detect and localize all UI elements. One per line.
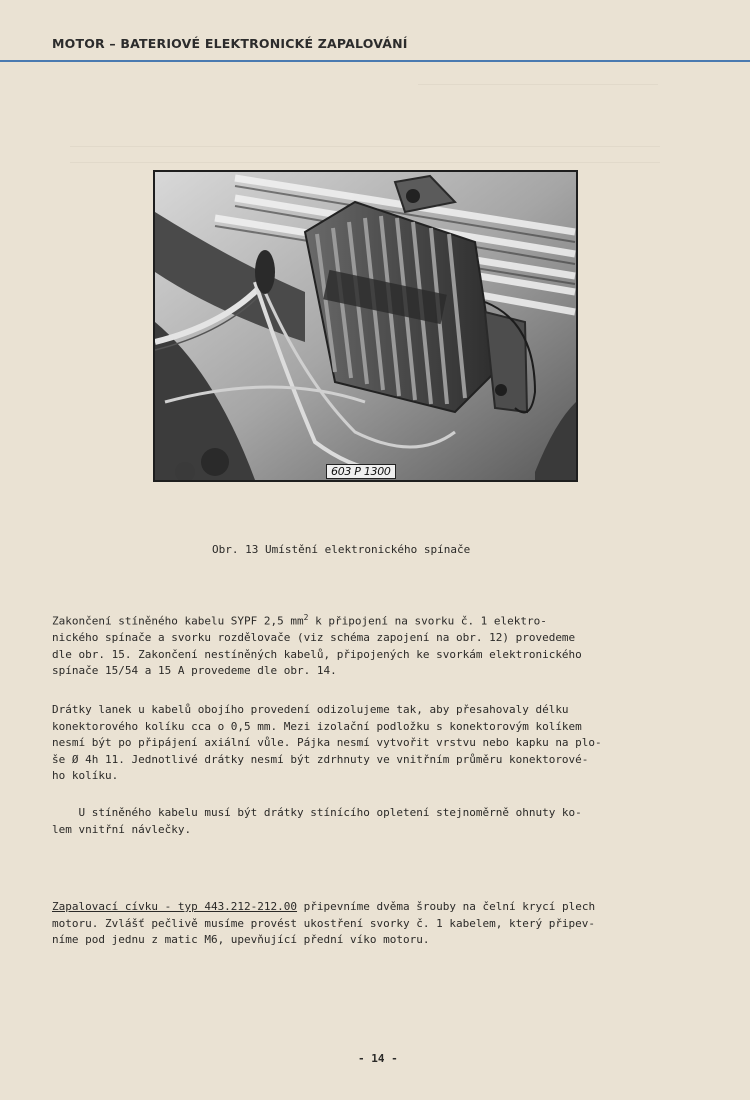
paragraph-4-body: motoru. Zvlášť pečlivě musíme provést ukostření svorky č. 1 kabelem, který připev- níme pod jednu z matic M6, upevňující přední víko motoru.	[52, 916, 596, 947]
paragraph-1-body: nického spínače a svorku rozdělovače (viz schéma zapojení na obr. 12) provedeme dle obr. 15. Zakončení nestíněných kabelů, připojených ke svorkám elektronického spínače 15/54 a 15 A provedeme dle obr. 14.	[52, 631, 582, 678]
figure-caption: Obr. 13 Umístění elektronického spínače	[212, 543, 471, 556]
paragraph-4-first-line-rest: připevníme dvěma šrouby na čelní krycí plech	[297, 900, 596, 913]
show-through-line	[70, 146, 660, 147]
page-number: - 14 -	[358, 1052, 398, 1065]
paragraph-1-end: k připojení na svorku č. 1 elektro-	[308, 614, 547, 628]
show-through-line	[418, 84, 658, 85]
running-header: MOTOR – BATERIOVÉ ELEKTRONICKÉ ZAPALOVÁNÍ	[52, 36, 408, 51]
paragraph-1-start: Zakončení stíněného kabelu SYPF 2,5 mm	[52, 614, 304, 628]
show-through-line	[70, 162, 660, 163]
superscript-2: 2	[303, 613, 309, 622]
paragraph-1	[52, 610, 682, 680]
header-rule	[0, 60, 750, 62]
paragraph-4	[52, 899, 682, 949]
photo-electronic-switch	[153, 170, 578, 482]
paragraph-2: Drátky lanek u kabelů obojího provedení odizolujeme tak, aby přesahovaly délku konektorového kolíku cca o 0,5 mm. Mezi izolační podložku s konektorovým kolíkem nesmí být po připájení axiální vůle. Pájka nesmí vytvořit vrstvu nebo kapku na plo- še Ø 4h 11. Jednotlivé drátky nesmí být zdrhnuty ve vnitřním průměru konektorové- ho kolíku.	[52, 703, 602, 783]
ignition-coil-heading: Zapalovací cívku - typ 443.212-212.00	[52, 900, 298, 913]
photo-reference-label: 603 P 1300	[326, 464, 396, 479]
paragraph-3: U stíněného kabelu musí být drátky stínícího opletení stejnoměrně ohnuty ko- lem vnitřní návlečky.	[52, 806, 582, 836]
